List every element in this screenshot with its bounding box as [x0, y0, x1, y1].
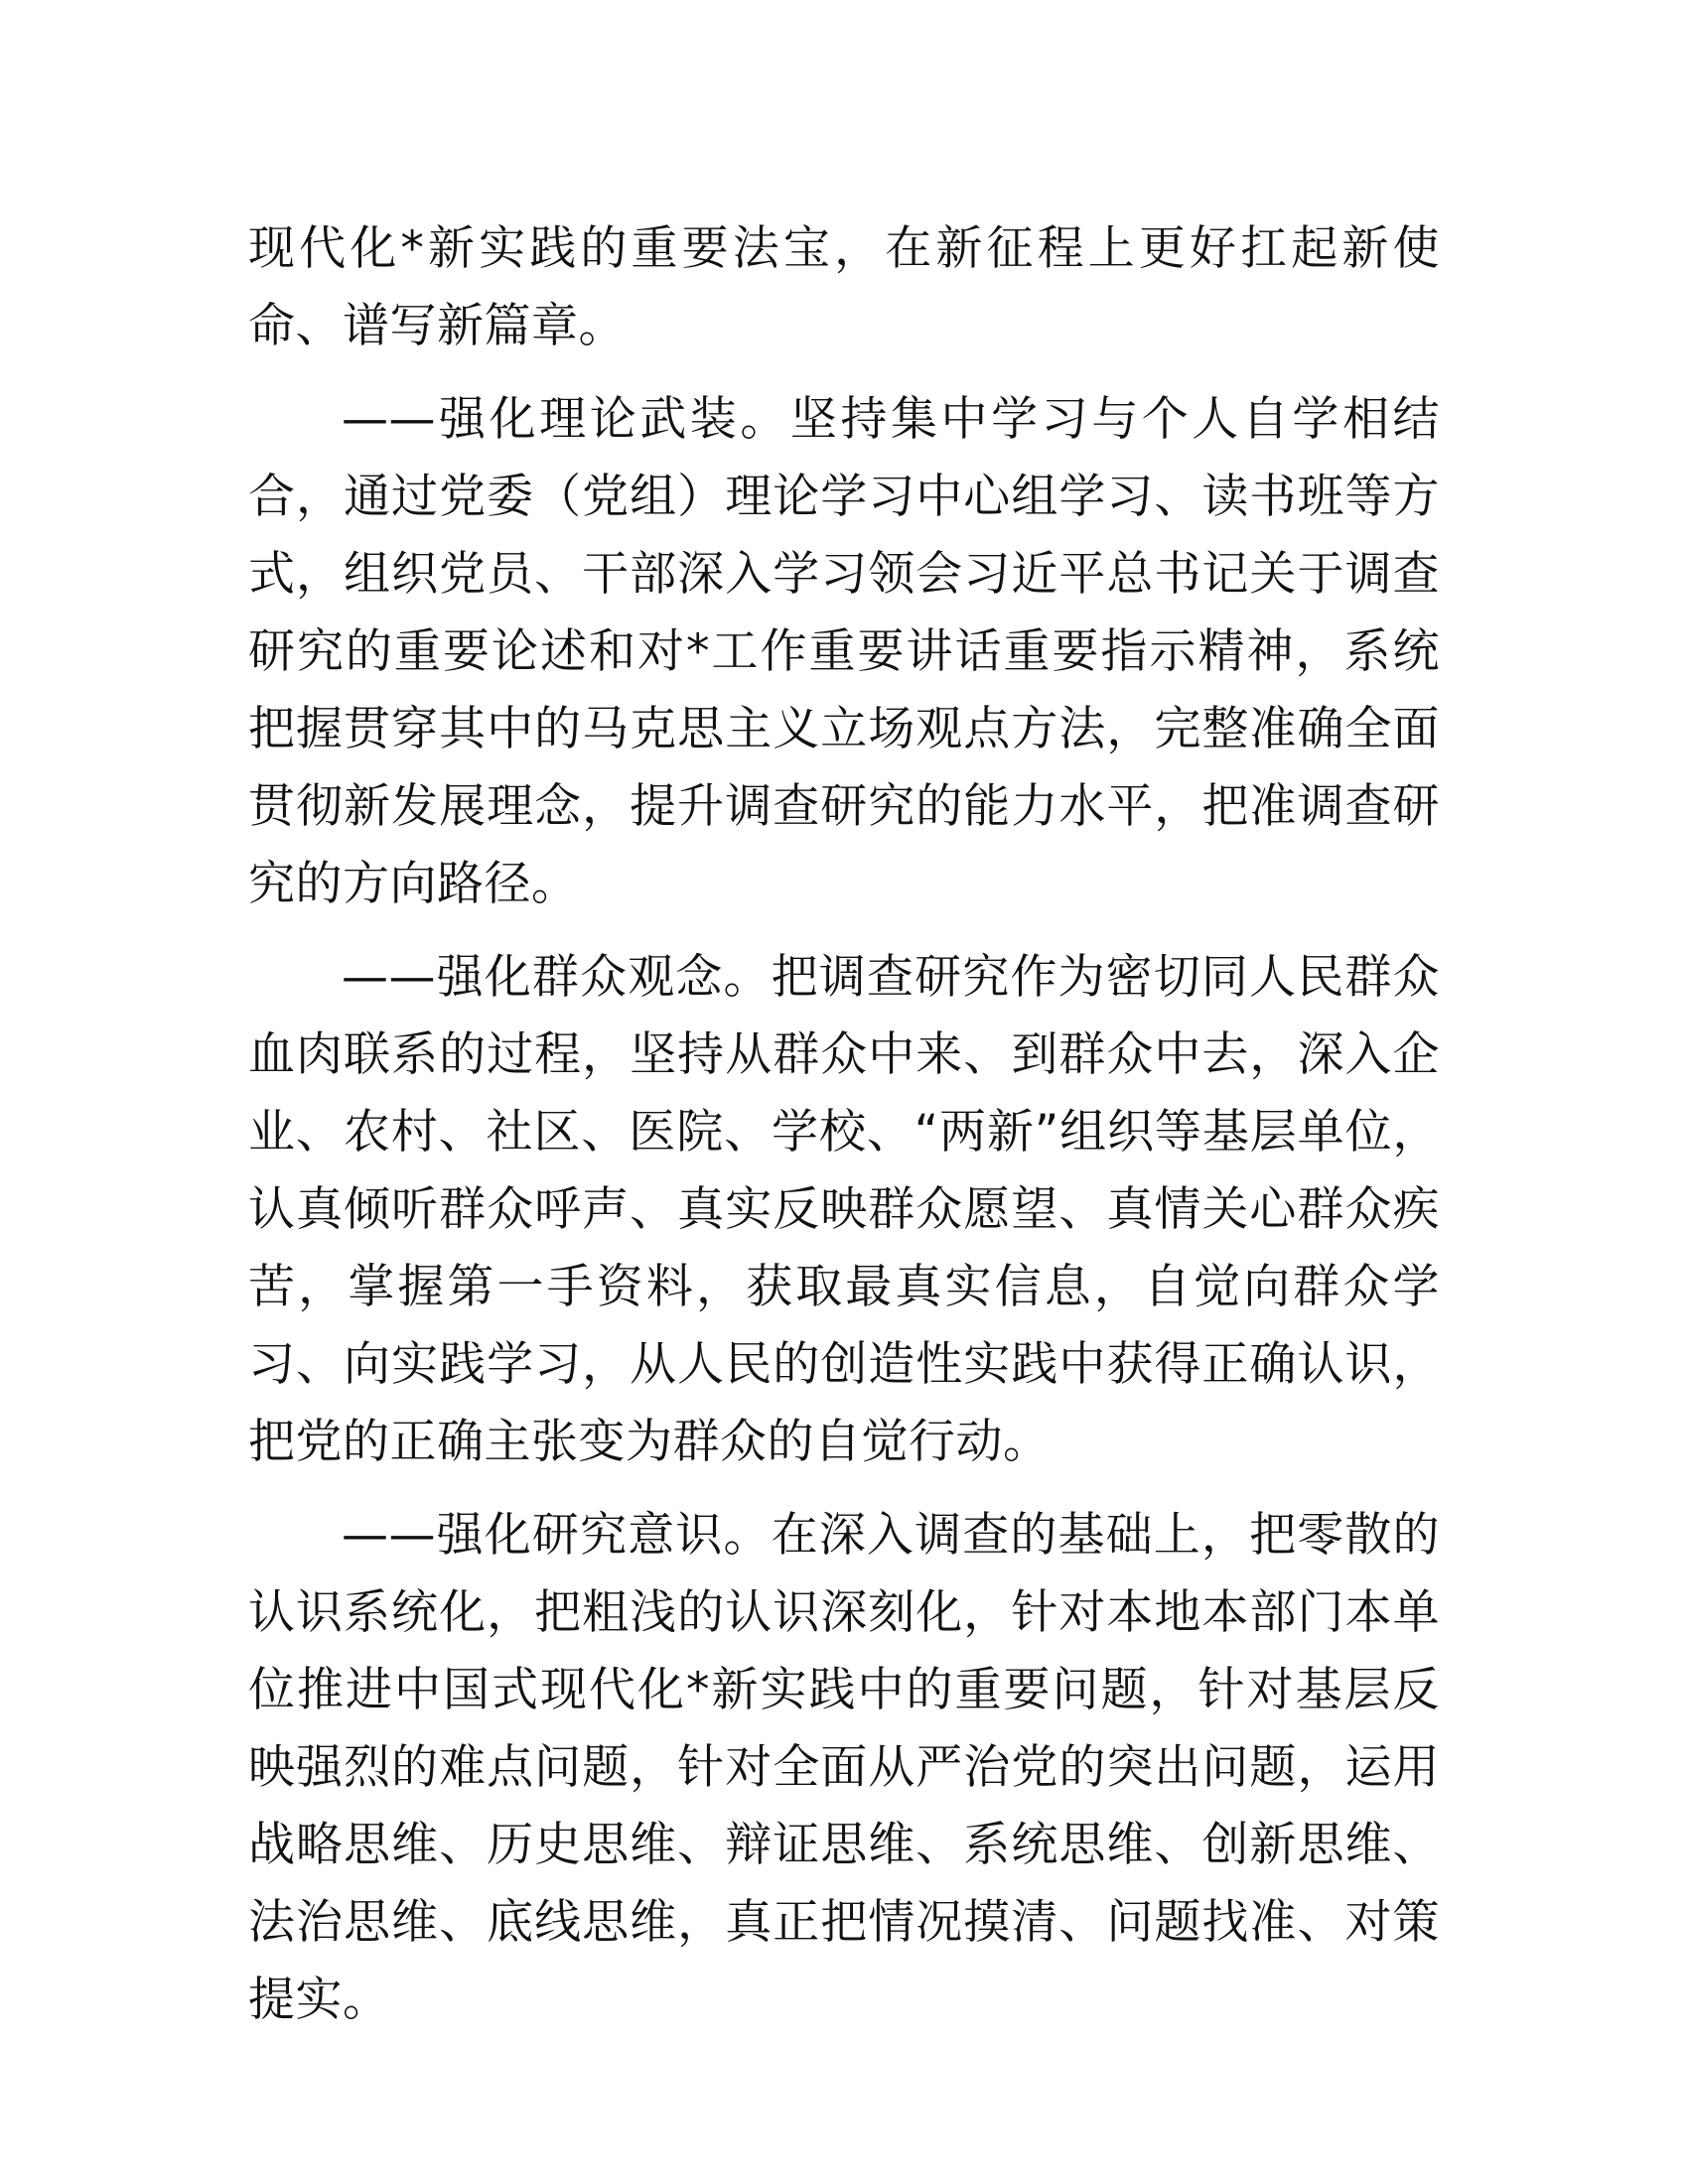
paragraph-theory-armament: ——强化理论武装。坚持集中学习与个人自学相结合，通过党委（党组）理论学习中心组学习、读书班等方式，组织党员、干部深入学习领会习近平总书记关于调查研究的重要论述和对*工作重要讲话重要指示精神，系统把握贯穿其中的马克思主义立场观点方法，完整准确全面贯彻新发展理念，提升调查研究的能力水平，把准调查研究的方向路径。 — [248, 392, 1440, 911]
paragraph-continuation: 现代化*新实践的重要法宝，在新征程上更好扛起新使命、谱写新篇章。 — [248, 221, 1440, 353]
paragraph-research-awareness: ——强化研究意识。在深入调查的基础上，把零散的认识系统化，把粗浅的认识深刻化，针对本地本部门本单位推进中国式现代化*新实践中的重要问题，针对基层反映强烈的难点问题，针对全面从严治党的突出问题，运用战略思维、历史思维、辩证思维、系统思维、创新思维、法治思维、底线思维，真正把情况摸清、问题找准、对策提实。 — [248, 1508, 1440, 2027]
paragraph-mass-perspective: ——强化群众观念。把调查研究作为密切同人民群众血肉联系的过程，坚持从群众中来、到群众中去，深入企业、农村、社区、医院、学校、“两新”组织等基层单位，认真倾听群众呼声、真实反映群众愿望、真情关心群众疾苦，掌握第一手资料，获取最真实信息，自觉向群众学习、向实践学习，从人民的创造性实践中获得正确认识，把党的正确主张变为群众的自觉行动。 — [248, 950, 1440, 1469]
document-body — [248, 210, 1440, 2055]
